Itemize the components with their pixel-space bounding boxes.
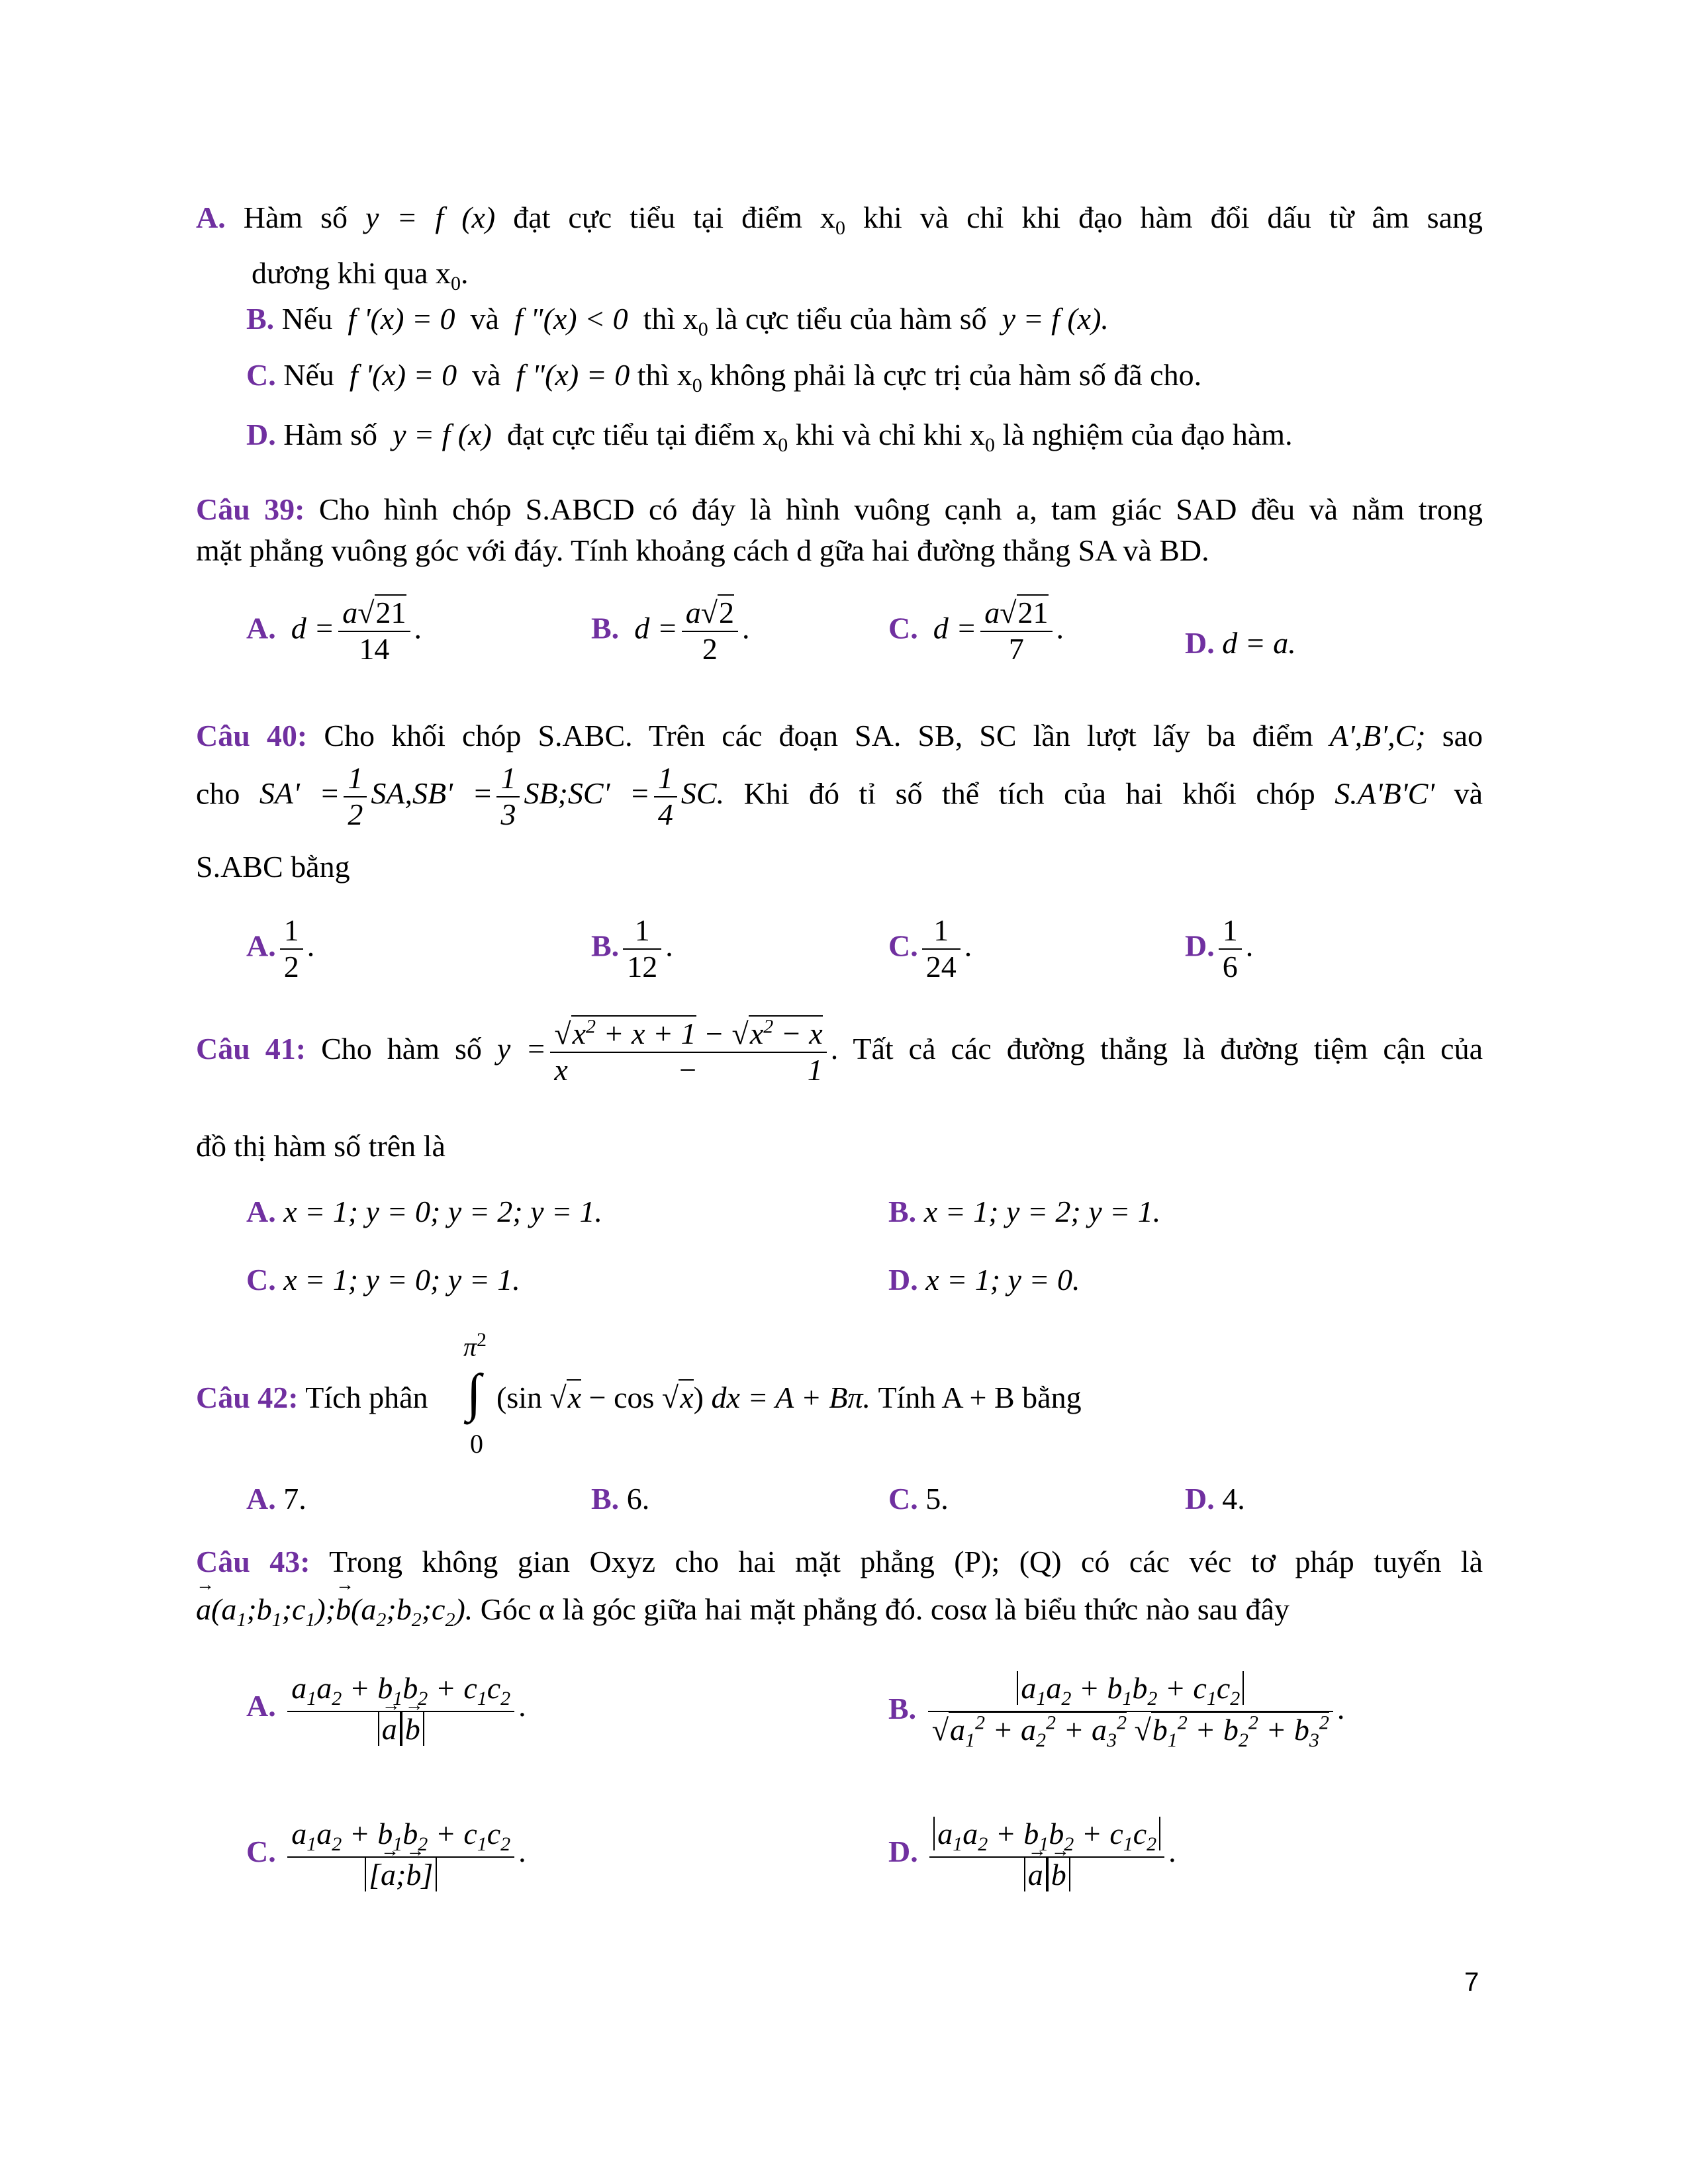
q42-integral-lower: 0 bbox=[470, 1429, 483, 1459]
q42-option-a: A. 7. bbox=[246, 1482, 306, 1516]
q38-option-c-label: C. bbox=[246, 358, 276, 392]
q43-option-d: D. $a_1a_2 + b_1b_2 + c_1c_2$ → a→ b . bbox=[888, 1817, 1176, 1893]
q41-option-d: D. x = 1; y = 0. bbox=[888, 1263, 1080, 1297]
q38-option-c: C. Nếu f '(x) = 0 và f "(x) = 0 thì $x_0$ không phải là cực trị của hàm số đã cho. bbox=[246, 358, 1202, 397]
q41-option-c: C. x = 1; y = 0; y = 1. bbox=[246, 1263, 520, 1297]
q40-option-c: C. $\frac{1}{24}$ . bbox=[888, 913, 972, 983]
q39-option-d: D. d = a. bbox=[1185, 626, 1296, 660]
q40-option-b: B. $\frac{1}{12}$ . bbox=[591, 913, 673, 983]
q39-option-a: A. d = $\frac{a√21}{14}$ . bbox=[246, 596, 422, 666]
q42-integral-sign: ∫ bbox=[467, 1364, 481, 1422]
q38-option-a-label: A. bbox=[196, 201, 226, 234]
q42-line-1: Câu 42: Tích phân bbox=[196, 1381, 428, 1414]
q38-option-a-line bbox=[196, 200, 1483, 240]
q42-label: Câu 42: bbox=[196, 1381, 299, 1414]
q42-integrand: (sin √x − cos √x) dx = A + Bπ. Tính A + B bằng bbox=[496, 1381, 1082, 1414]
q38-option-d: D. Hàm số y = f (x) đạt cực tiểu tại điểm $x_0$ khi và chỉ khi $x_0$ là nghiệm của đạo hàm. bbox=[246, 418, 1293, 457]
q42-option-b: B. 6. bbox=[591, 1482, 650, 1516]
q42-option-d: D. 4. bbox=[1185, 1482, 1245, 1516]
q41-line-2: đồ thị hàm số trên là bbox=[196, 1129, 445, 1163]
q41-line-1: Câu 41: Cho hàm số y = $\frac{√x^2 + x + 1 - √x^2 - x}{x - 1}$ . Tất cả các đường thẳng là đường tiệm cận của bbox=[196, 1016, 1483, 1087]
q38-a-text: Hàm số bbox=[243, 201, 348, 234]
q40-label: Câu 40: bbox=[196, 719, 308, 752]
q41-label: Câu 41: bbox=[196, 1032, 306, 1066]
q38-option-b-label: B. bbox=[246, 302, 275, 336]
q38-option-b: B. Nếu f '(x) = 0 và f "(x) < 0 thì $x_0$ là cực tiểu của hàm số y = f (x). bbox=[246, 302, 1109, 341]
q40-line-2: cho SA' = $\frac{1}{2}$ SA,SB' = $\frac{1}{3}$ SB;SC' = $\frac{1}{4}$ SC. Khi đó tỉ số thể tích của hai khối chóp S.A'B'C' và bbox=[196, 761, 1483, 831]
q40-line-1: Câu 40: Cho khối chóp S.ABC. Trên các đoạn SA. SB, SC lần lượt lấy ba điểm A',B',C; sao bbox=[196, 719, 1483, 752]
q40-line-3: S.ABC bằng bbox=[196, 850, 350, 884]
q40-option-d: D. $\frac{1}{6}$ . bbox=[1185, 913, 1254, 983]
page-number: 7 bbox=[1464, 1968, 1479, 1997]
q43-option-a: A. $a_1a_2 + b_1b_2 + c_1c_2$ → a→ b . bbox=[246, 1671, 526, 1747]
q43-label: Câu 43: bbox=[196, 1545, 310, 1578]
q41-option-a: A. x = 1; y = 0; y = 2; y = 1. bbox=[246, 1195, 603, 1228]
q39-option-c: C. d = $\frac{a√21}{7}$ . bbox=[888, 596, 1064, 666]
q39-label: Câu 39: bbox=[196, 492, 305, 526]
q38-option-d-label: D. bbox=[246, 418, 276, 451]
q38-a-formula: y = f (x) bbox=[365, 201, 496, 234]
q39-line-1: Câu 39: Cho hình chóp S.ABCD có đáy là hình vuông cạnh a, tam giác SAD đều và nằm trong bbox=[196, 492, 1483, 526]
q41-option-b: B. x = 1; y = 2; y = 1. bbox=[888, 1195, 1161, 1228]
q42-integral-upper: $\pi^2$ bbox=[463, 1329, 487, 1362]
q38-a-text-3: khi và chỉ khi đạo hàm đổi dấu từ âm sang bbox=[863, 201, 1483, 234]
q38-option-a-continuation: dương khi qua $x_0$. bbox=[252, 256, 469, 295]
q42-option-c: C. 5. bbox=[888, 1482, 949, 1516]
q38-a-text-2: đạt cực tiểu tại điểm $x_0$ bbox=[513, 201, 846, 240]
q40-option-a: A. $\frac{1}{2}$ . bbox=[246, 913, 315, 983]
q39-line-2: mặt phẳng vuông góc với đáy. Tính khoảng cách d gữa hai đường thẳng SA và BD. bbox=[196, 533, 1209, 567]
q43-line-2: → $a(a_1;b_1;c_1);\to$ $b(a_2;b_2;c_2)$. Góc α là góc giữa hai mặt phẳng đó. cosα là biểu thức nào sau đây bbox=[196, 1592, 1289, 1631]
q43-option-b: B. $\frac{a_1a_2 + b_1b_2 + c_1c_2}{√a_1^2 + a_2^2 + a_3^2 √b_1^2 + b_2^2 + b_3^2}$ . bbox=[888, 1671, 1345, 1752]
q39-option-b: B. d = $\frac{a√2}{2}$ . bbox=[591, 596, 750, 666]
q43-line-1: Câu 43: Trong không gian Oxyz cho hai mặt phẳng (P); (Q) có các véc tơ pháp tuyến là bbox=[196, 1545, 1483, 1578]
q43-option-c: C. $\frac{a_1a_2 + b_1b_2 + c_1c_2}{[\to a;\to b]}$ . bbox=[246, 1817, 526, 1893]
